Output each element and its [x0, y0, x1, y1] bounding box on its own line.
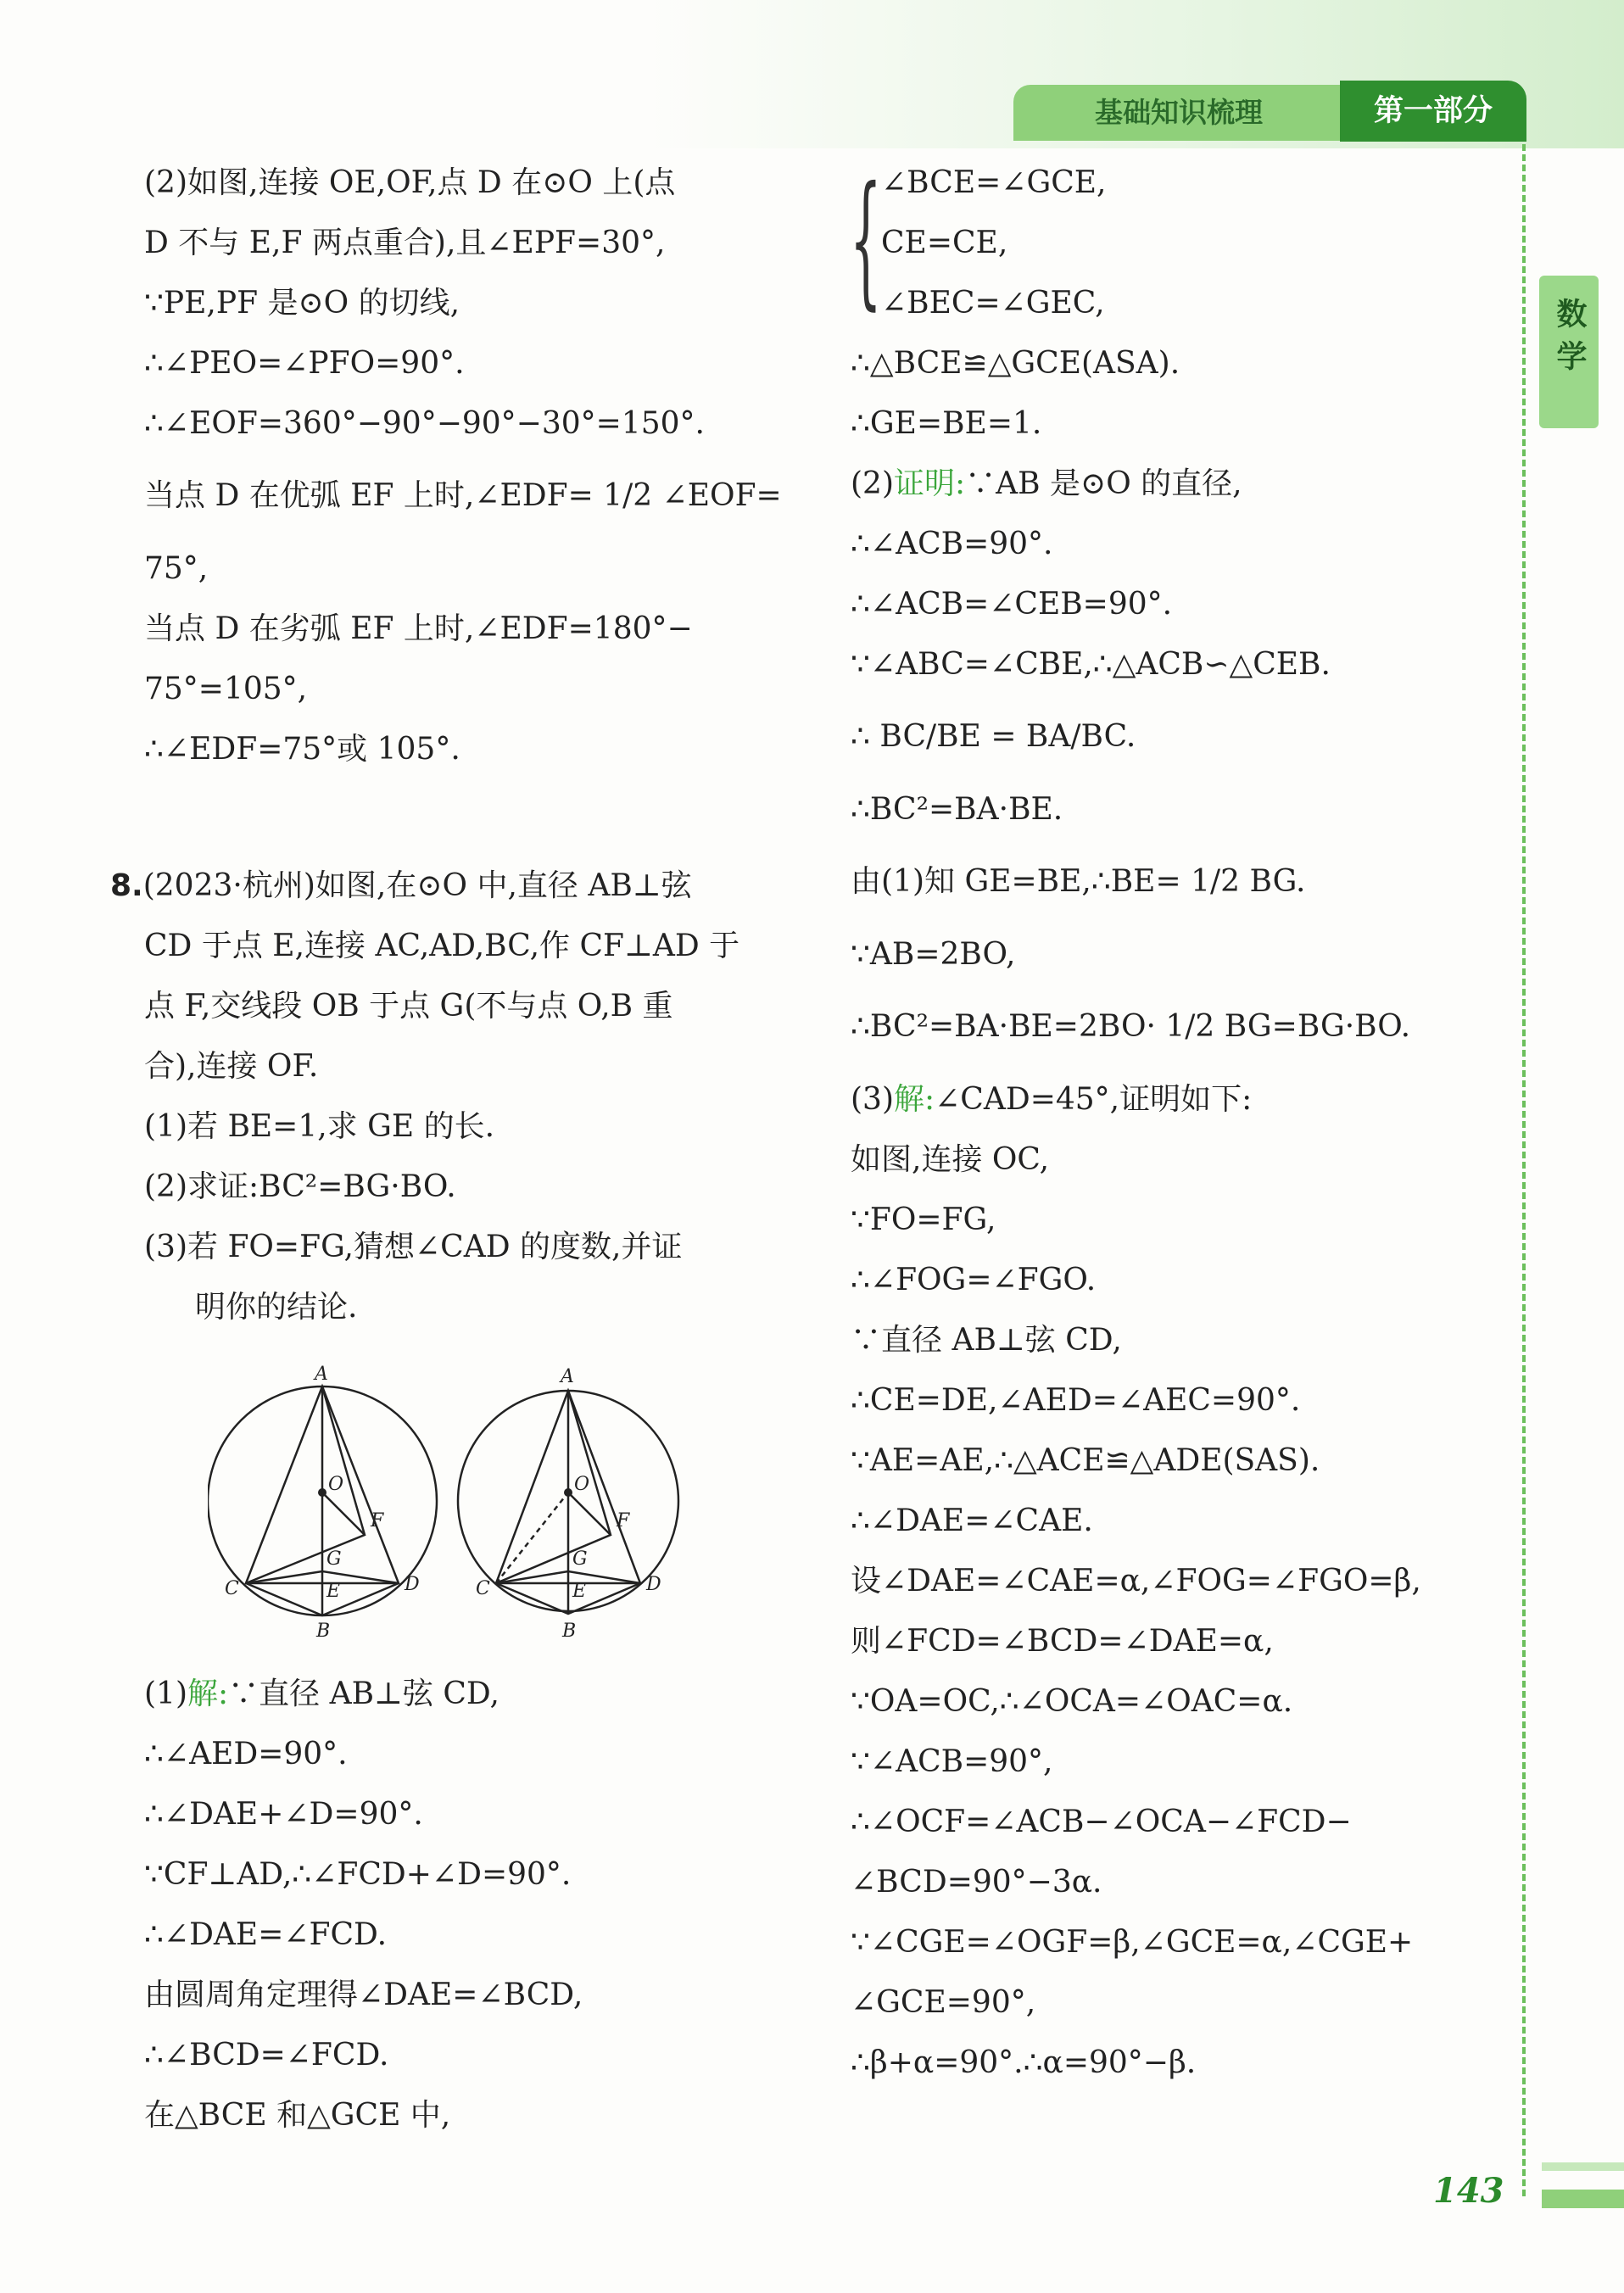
solution-line: ∴β+α=90°.∴α=90°−β.: [851, 2045, 1197, 2080]
solution-line: ∵∠CGE=∠OGF=β,∠GCE=α,∠CGE+: [851, 1925, 1414, 1960]
part-prefix: (2): [851, 466, 894, 501]
text-line: D 不与 E,F 两点重合),且∠EPF=30°,: [144, 226, 666, 260]
solution-text: ∵AB 是⊙O 的直径,: [965, 466, 1242, 501]
text-line: 75°=105°,: [144, 672, 308, 706]
solution-line: ∴∠BCD=∠FCD.: [144, 2038, 389, 2073]
text-line: 75°,: [144, 551, 209, 586]
figure-label: A: [315, 1364, 328, 1385]
text-line: ∴∠PEO=∠PFO=90°.: [144, 346, 465, 381]
solution-line: 则∠FCD=∠BCD=∠DAE=α,: [851, 1624, 1274, 1659]
text-line: ∴∠EOF=360°−90°−90°−30°=150°.: [144, 406, 705, 441]
text-line: ∵PE,PF 是⊙O 的切线,: [144, 286, 460, 321]
problem-text: (3)若 FO=FG,猜想∠CAD 的度数,并证: [144, 1230, 683, 1264]
solution-tag: 解:: [187, 1677, 229, 1711]
solution-line: ∴ BC/BE = BA/BC.: [851, 719, 1136, 754]
system-line: CE=CE,: [881, 226, 1008, 260]
solution-line: 在△BCE 和△GCE 中,: [144, 2098, 451, 2133]
figure-right: [458, 1391, 678, 1614]
figure-label: C: [476, 1578, 490, 1599]
problem-text: CD 于点 E,连接 AC,AD,BC,作 CF⊥AD 于: [144, 929, 740, 963]
solution-line: [851, 1069, 1512, 1130]
figure-label: G: [572, 1548, 588, 1570]
page-number: 143: [1433, 2171, 1504, 2211]
solution-line: ∵直径 AB⊥弦 CD,: [851, 1323, 1122, 1358]
text-line: (2)如图,连接 OE,OF,点 D 在⊙O 上(点: [144, 165, 676, 200]
text-line: 当点 D 在劣弧 EF 上时,∠EDF=180°−: [144, 611, 693, 646]
figure-left: [208, 1386, 437, 1615]
section-tab: [1013, 85, 1344, 141]
figure-label: D: [646, 1574, 661, 1595]
figure-label: B: [562, 1621, 577, 1641]
solution-line: ∴∠ACB=∠CEB=90°.: [851, 587, 1173, 622]
figure-label: D: [405, 1574, 420, 1595]
solution-line: 如图,连接 OC,: [851, 1142, 1050, 1177]
solution-line: ∴∠DAE+∠D=90°.: [144, 1797, 423, 1832]
right-column: [851, 153, 1512, 2093]
solution-line: ∴∠DAE=∠FCD.: [144, 1917, 388, 1952]
solution-line: ∵AE=AE,∴△ACE≌△ADE(SAS).: [851, 1443, 1320, 1478]
figure-label: C: [225, 1578, 239, 1599]
subject-label: 数学: [1552, 298, 1587, 382]
margin-dashed-line: [1522, 144, 1526, 2196]
part-prefix: (1): [144, 1677, 187, 1711]
solution-line: 设∠DAE=∠CAE=α,∠FOG=∠FGO=β,: [851, 1564, 1421, 1598]
figure-label: A: [561, 1366, 574, 1387]
problem-text: 点 F,交线段 OB 于点 G(不与点 O,B 重: [144, 989, 673, 1024]
solution-line: 由圆周角定理得∠DAE=∠BCD,: [144, 1978, 583, 2012]
figure-label: F: [371, 1510, 384, 1531]
solution-line: [851, 454, 1512, 514]
system-line: ∠BEC=∠GEC,: [881, 286, 1105, 321]
solution-line: ∴BC²=BA·BE.: [851, 792, 1063, 827]
solution-tag: 解:: [894, 1082, 935, 1117]
left-column: [110, 153, 789, 2145]
problem-number: 8.: [110, 868, 143, 903]
solution-line: ∴∠ACB=90°.: [851, 527, 1053, 561]
solution-line: [144, 1664, 789, 1724]
solution-line: ∵AB=2BO,: [851, 937, 1016, 972]
part-prefix: (3): [851, 1082, 894, 1117]
problem-text: (2023·杭州)如图,在⊙O 中,直径 AB⊥弦: [142, 868, 692, 903]
solution-line: ∴CE=DE,∠AED=∠AEC=90°.: [851, 1383, 1301, 1418]
figure-label: E: [572, 1581, 587, 1602]
text-line: 当点 D 在优弧 EF 上时,∠EDF= 1/2 ∠EOF=: [144, 478, 782, 513]
solution-line: 由(1)知 GE=BE,∴BE= 1/2 BG.: [851, 864, 1306, 899]
solution-line: ∴∠DAE=∠CAE.: [851, 1504, 1093, 1538]
solution-line: ∠BCD=90°−3α.: [851, 1865, 1102, 1900]
part-tab: [1340, 81, 1526, 142]
problem-8-first-line: [110, 856, 789, 916]
footer-bar: [1542, 2190, 1624, 2208]
solution-line: ∵∠ACB=90°,: [851, 1744, 1053, 1779]
problem-text: 合),连接 OF.: [144, 1049, 319, 1084]
solution-line: ∵FO=FG,: [851, 1202, 996, 1237]
solution-line: ∴△BCE≌△GCE(ASA).: [851, 346, 1180, 381]
subject-tab: [1539, 276, 1599, 428]
solution-line: ∠GCE=90°,: [851, 1985, 1036, 2020]
figure-label: G: [326, 1548, 342, 1570]
part-tab-label: 第一部分: [1373, 94, 1493, 128]
solution-line: ∴BC²=BA·BE=2BO· 1/2 BG=BG·BO.: [851, 1009, 1411, 1044]
footer-stripe: [1542, 2162, 1624, 2171]
figure-label: O: [328, 1474, 344, 1495]
solution-line: ∴∠AED=90°.: [144, 1737, 348, 1771]
proof-tag: 证明:: [894, 466, 966, 501]
solution-text: ∵直径 AB⊥弦 CD,: [228, 1677, 499, 1711]
figure-label: E: [326, 1581, 341, 1602]
figure-label: F: [617, 1510, 630, 1531]
problem-text: 明你的结论.: [195, 1290, 358, 1325]
solution-line: ∴GE=BE=1.: [851, 406, 1042, 441]
text-line: ∴∠EDF=75°或 105°.: [144, 732, 460, 767]
section-tab-label: 基础知识梳理: [1095, 96, 1263, 129]
center-point: [564, 1488, 572, 1497]
center-point: [318, 1488, 326, 1497]
solution-line: ∵∠ABC=∠CBE,∴△ACB∽△CEB.: [851, 647, 1331, 682]
system-line: ∠BCE=∠GCE,: [881, 165, 1107, 200]
solution-line: ∴∠OCF=∠ACB−∠OCA−∠FCD−: [851, 1805, 1352, 1839]
system-brace: {: [850, 156, 882, 324]
geometry-figures: [208, 1361, 683, 1641]
solution-line: ∵CF⊥AD,∴∠FCD+∠D=90°.: [144, 1857, 572, 1892]
problem-text: (2)求证:BC²=BG·BO.: [144, 1169, 456, 1204]
solution-line: ∴∠FOG=∠FGO.: [851, 1263, 1097, 1297]
figure-label: B: [316, 1621, 331, 1641]
figure-label: O: [574, 1474, 590, 1495]
solution-text: ∠CAD=45°,证明如下:: [935, 1082, 1253, 1117]
problem-text: (1)若 BE=1,求 GE 的长.: [144, 1109, 495, 1144]
solution-line: ∵OA=OC,∴∠OCA=∠OAC=α.: [851, 1684, 1293, 1719]
